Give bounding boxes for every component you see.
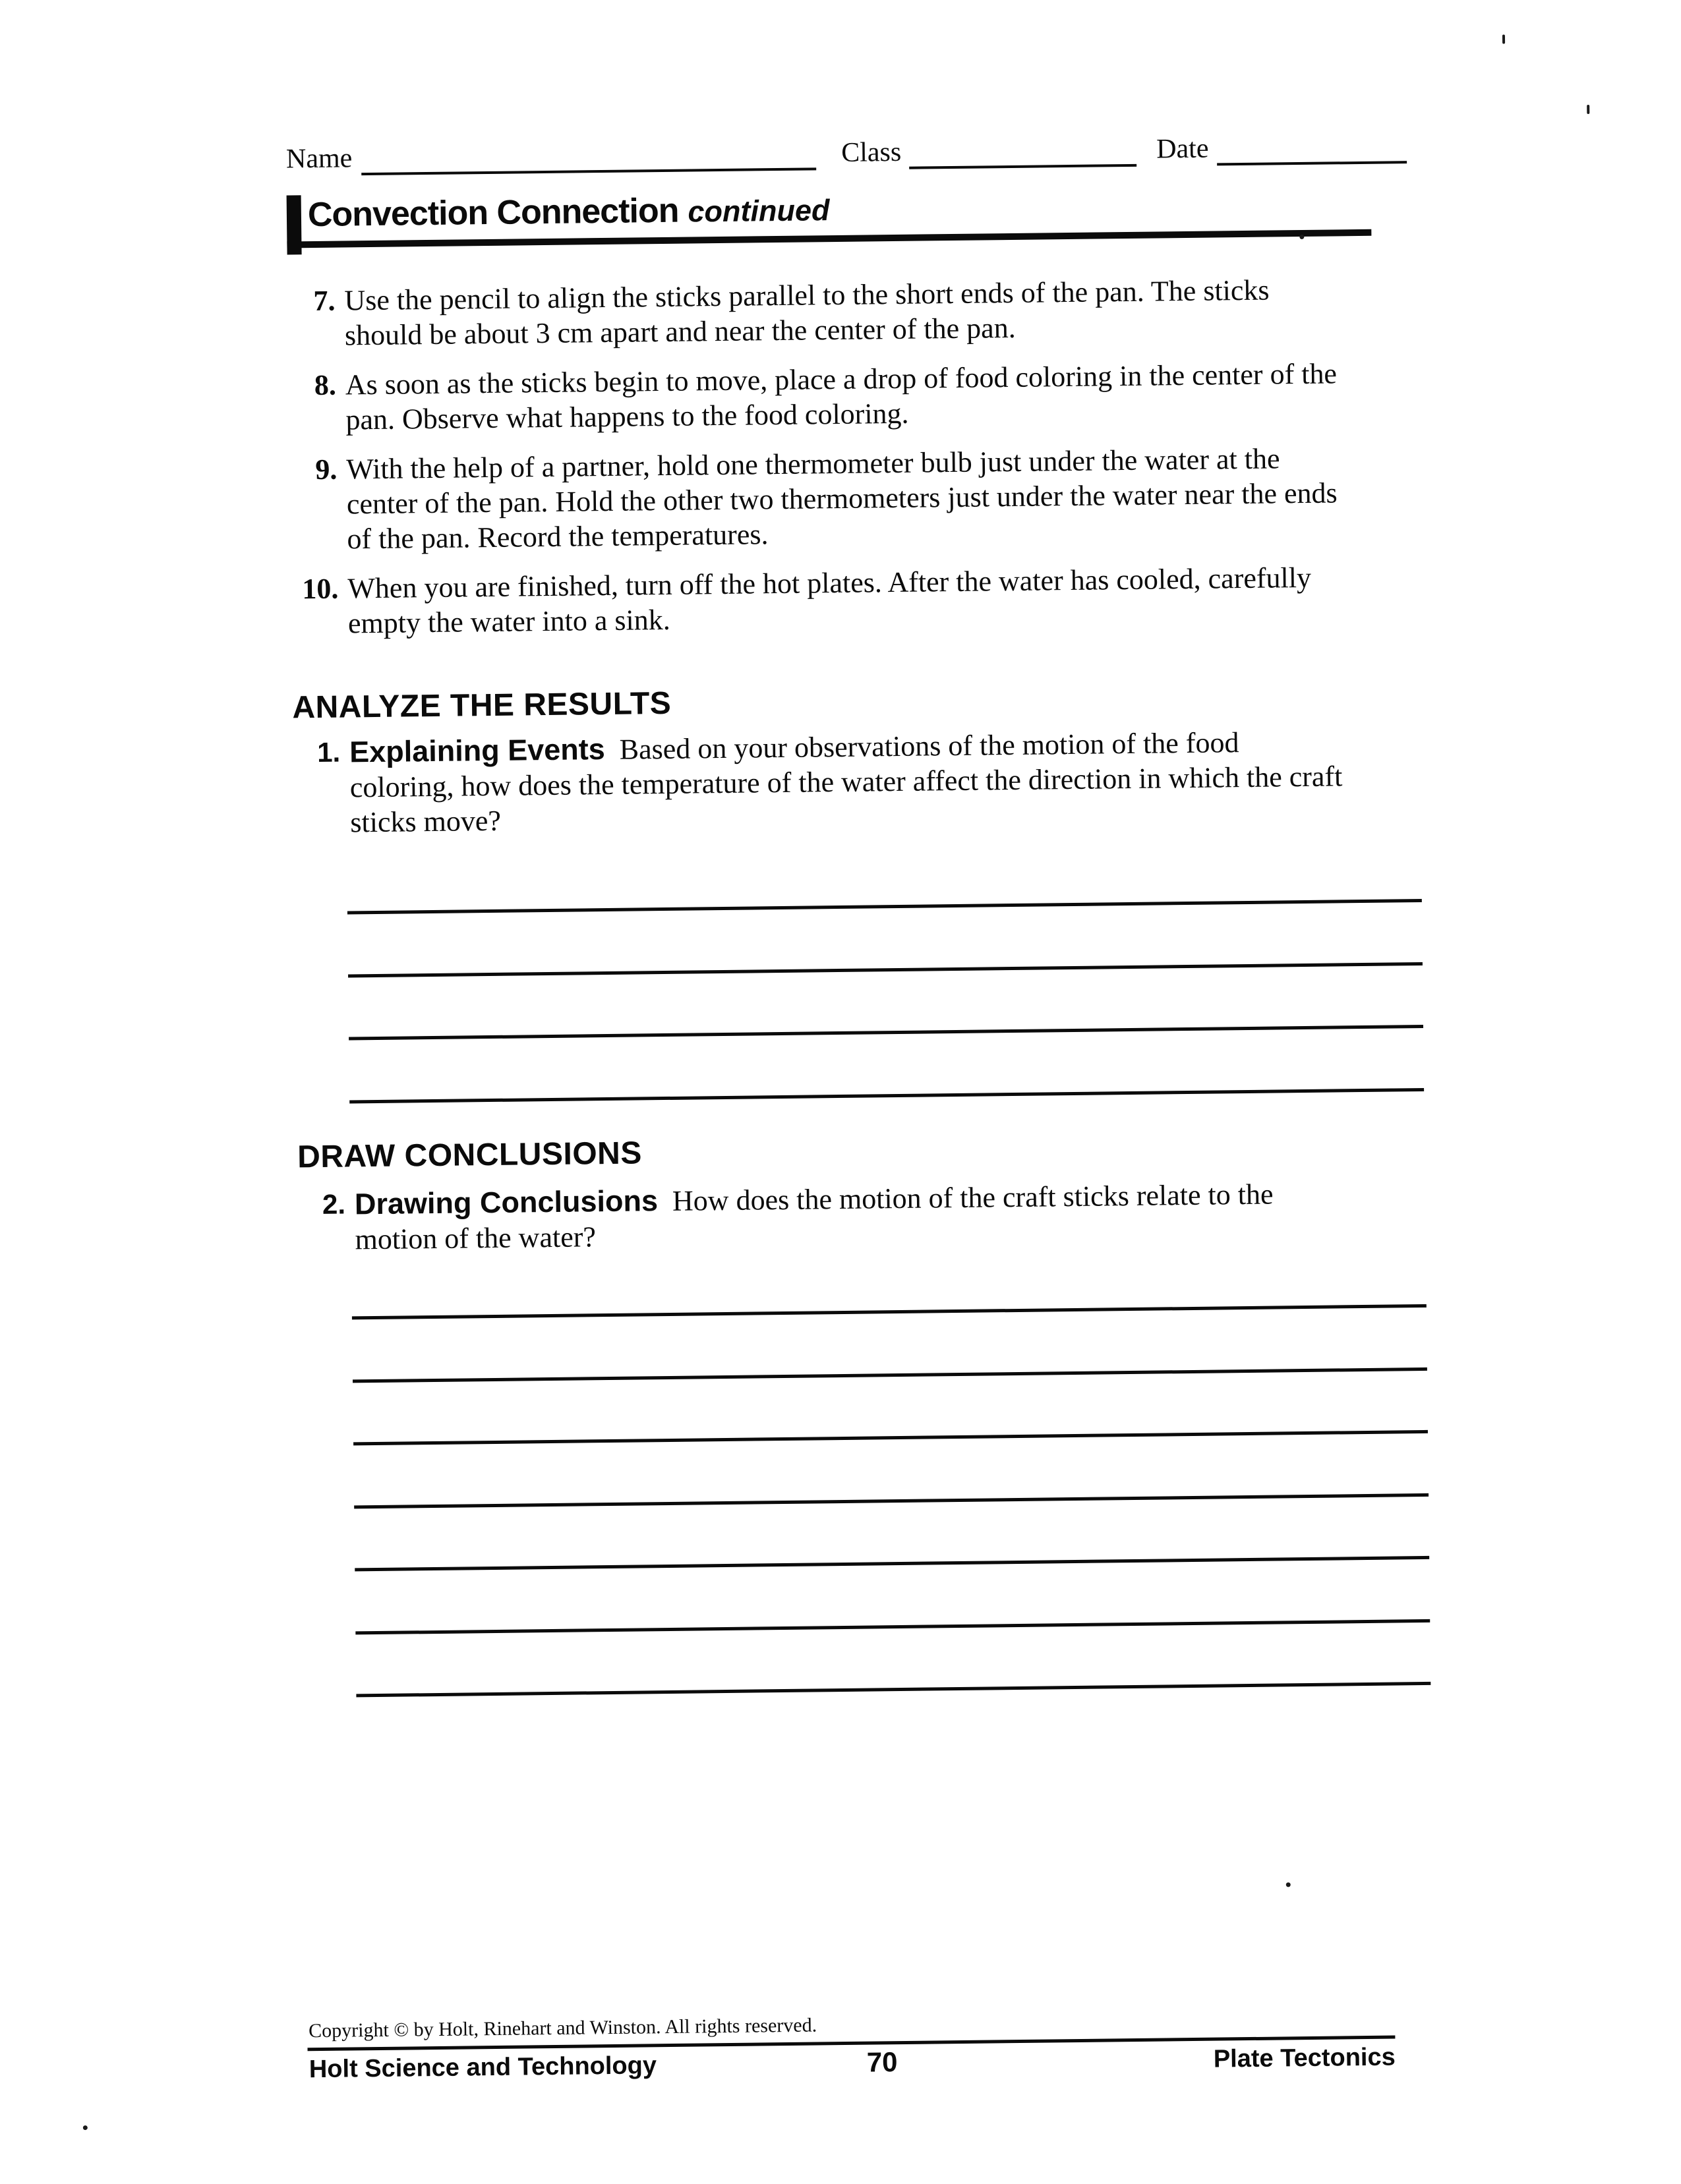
answer-line <box>349 1088 1424 1103</box>
class-label: Class <box>841 136 902 170</box>
name-label: Name <box>286 142 353 176</box>
scan-speck <box>1286 1882 1291 1887</box>
question-body <box>349 723 1349 840</box>
question-number: 1. <box>293 734 351 840</box>
step-text: As soon as the sticks begin to move, place a drop of food coloring in the center of the pan. Observe what happens to the food coloring. <box>345 356 1345 437</box>
answer-line <box>353 1367 1427 1383</box>
footer-page-number: 70 <box>867 2046 898 2079</box>
answer-line <box>348 962 1423 977</box>
step-9 <box>289 440 1393 557</box>
date-blank-line <box>1216 132 1407 165</box>
procedure-steps <box>287 271 1394 656</box>
draw-conclusions-heading: DRAW CONCLUSIONS <box>297 1135 642 1175</box>
question-body <box>355 1175 1354 1257</box>
step-text: When you are finished, turn off the hot plates. After the water has cooled, carefully empty the water into a sink. <box>347 560 1347 641</box>
name-blank-line <box>361 138 817 175</box>
step-text: Use the pencil to align the sticks parallel to the short ends of the pan. The sticks should be about 3 cm apart and near the center of the pan. <box>344 272 1343 353</box>
answer-line <box>347 899 1422 914</box>
copyright-notice: Copyright © by Holt, Rinehart and Winston. All rights reserved. <box>309 2015 817 2043</box>
answer-lines-question-2 <box>352 1304 1431 1705</box>
answer-line <box>355 1556 1429 1571</box>
step-10 <box>291 559 1394 641</box>
analyze-results-heading: ANALYZE THE RESULTS <box>292 685 671 726</box>
question-number: 2. <box>298 1186 355 1257</box>
question-label: Drawing Conclusions <box>355 1184 659 1221</box>
title-tab-mark <box>287 195 302 254</box>
answer-line <box>352 1304 1427 1319</box>
title-bar <box>287 182 1372 248</box>
scan-speck <box>1587 105 1589 114</box>
page-title-main: Convection Connection <box>308 192 679 234</box>
scan-speck <box>83 2125 88 2130</box>
step-number: 7. <box>287 283 345 353</box>
question-2 <box>298 1175 1354 1257</box>
step-8 <box>289 355 1392 438</box>
scan-speck <box>1299 235 1304 239</box>
page-title-continued: continued <box>688 193 830 228</box>
question-text: Based on your observations of the motion of the food coloring, how does the temperature of the water affect the direction in which the craft sticks move? <box>350 726 1343 838</box>
answer-line <box>355 1619 1430 1634</box>
step-number: 10. <box>291 571 348 641</box>
question-text: How does the motion of the craft sticks relate to the motion of the water? <box>355 1178 1273 1256</box>
student-info-row <box>286 130 1407 176</box>
question-label: Explaining Events <box>349 732 605 768</box>
footer-book-title: Holt Science and Technology <box>309 2052 657 2084</box>
footer-chapter-title: Plate Tectonics <box>1132 2044 1396 2075</box>
answer-line <box>349 1025 1423 1040</box>
step-number: 9. <box>289 451 347 557</box>
answer-line <box>353 1430 1428 1445</box>
step-text: With the help of a partner, hold one thermometer bulb just under the water at the center of the pan. Hold the other two thermometers just under the water near the ends of the pan. Record the temperatures. <box>346 440 1346 556</box>
question-1 <box>293 723 1349 840</box>
class-blank-line <box>909 135 1137 169</box>
answer-line <box>356 1682 1430 1697</box>
scan-speck <box>1502 34 1505 43</box>
step-7 <box>287 271 1390 353</box>
step-number: 8. <box>289 367 346 438</box>
answer-line <box>354 1493 1429 1509</box>
answer-lines-question-1 <box>347 899 1425 1168</box>
date-label: Date <box>1156 133 1209 167</box>
page-title <box>308 189 830 235</box>
